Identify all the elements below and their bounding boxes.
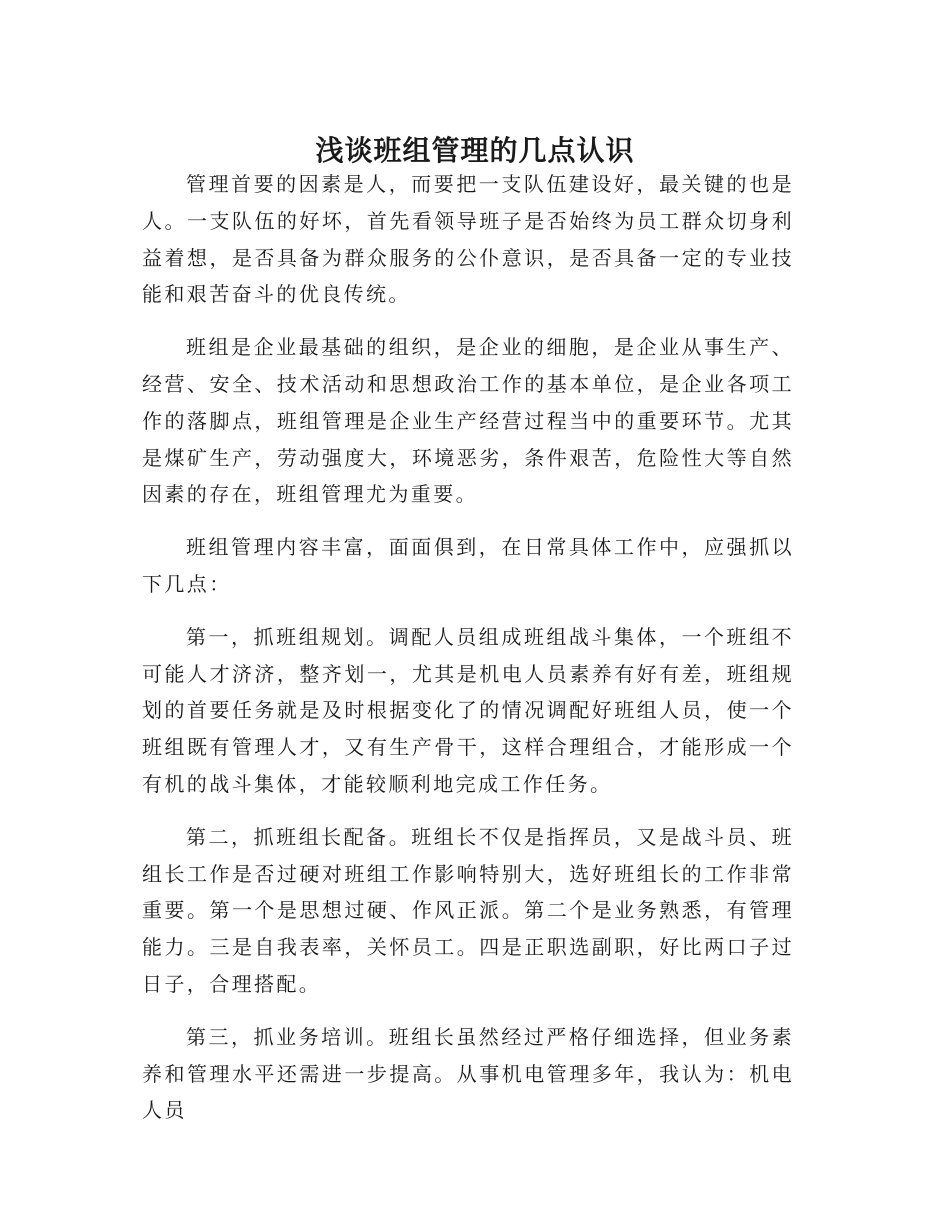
paragraph-3: 班组管理内容丰富，面面俱到，在日常具体工作中，应强抓以下几点：	[142, 535, 794, 596]
paragraph-1: 管理首要的因素是人，而要把一支队伍建设好，最关键的也是人。一支队伍的好坏，首先看领导班子是否始终为员工群众切身利益着想，是否具备为群众服务的公仆意识，是否具备一定的专业技能和艰苦奋斗的优良传统。	[142, 172, 794, 307]
paragraph-4: 第一，抓班组规划。调配人员组成班组战斗集体，一个班组不可能人才济济，整齐划一，尤其是机电人员素养有好有差，班组规划的首要任务就是及时根据变化了的情况调配好班组人员，使一个班组既有管理人才，又有生产骨干，这样合理组合，才能形成一个有机的战斗集体，才能较顺利地完成工作任务。	[142, 624, 794, 796]
paragraph-5: 第二，抓班组长配备。班组长不仅是指挥员，又是战斗员、班组长工作是否过硬对班组工作影响特别大，选好班组长的工作非常重要。第一个是思想过硬、作风正派。第二个是业务熟悉，有管理能力。三是自我表率，关怀员工。四是正职选副职，好比两口子过日子，合理搭配。	[142, 824, 794, 996]
paragraph-6: 第三，抓业务培训。班组长虽然经过严格仔细选择，但业务素养和管理水平还需进一步提高。从事机电管理多年，我认为：机电人员	[142, 1024, 794, 1123]
document-title: 浅谈班组管理的几点认识	[315, 133, 635, 167]
document-body	[142, 166, 794, 1145]
paragraph-2: 班组是企业最基础的组织，是企业的细胞，是企业从事生产、经营、安全、技术活动和思想政治工作的基本单位，是企业各项工作的落脚点，班组管理是企业生产经营过程当中的重要环节。尤其是煤矿生产，劳动强度大，环境恶劣，条件艰苦，危险性大等自然因素的存在，班组管理尤为重要。	[142, 335, 794, 507]
